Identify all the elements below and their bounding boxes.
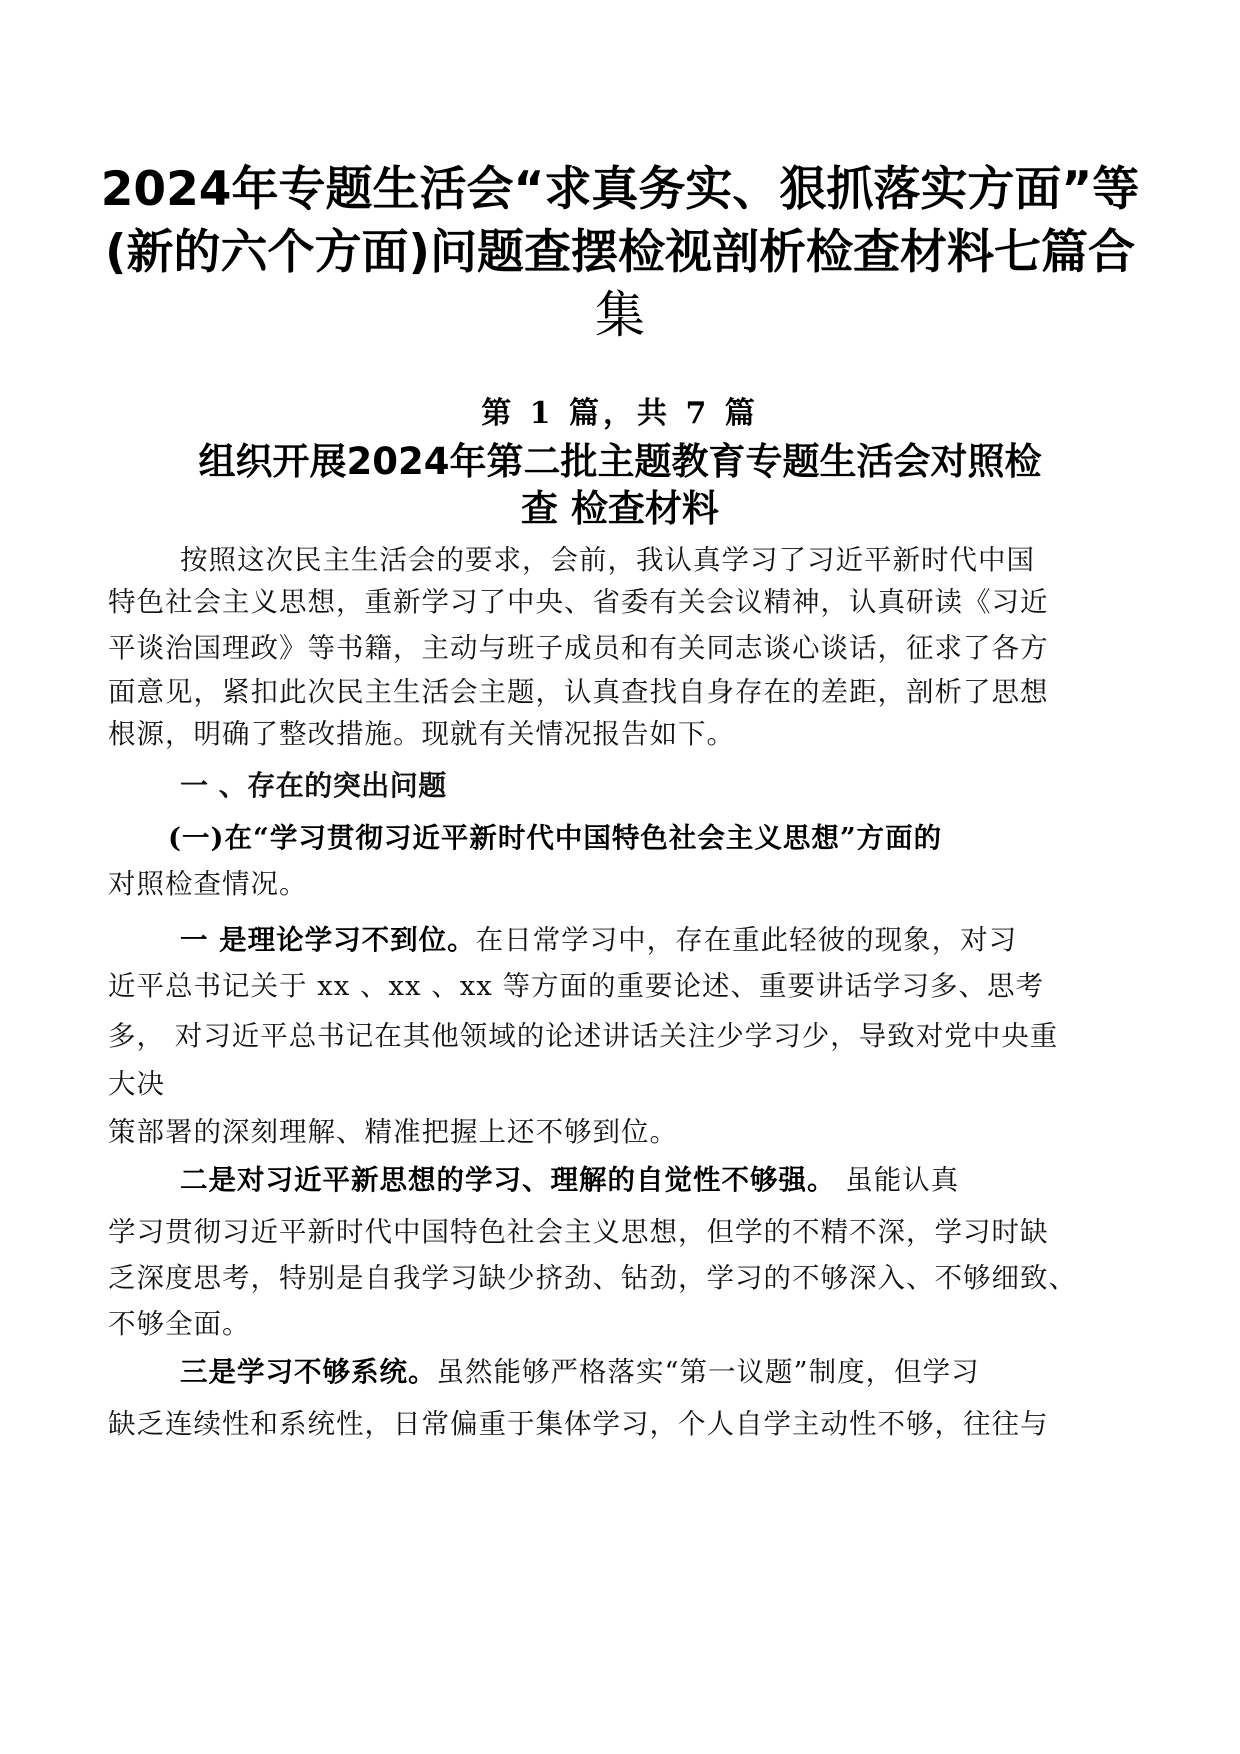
subheading-1-line-1: (一)在“学习贯彻习近平新时代中国特色社会主义思想”方面的 bbox=[168, 822, 943, 854]
point-2-line-1-rest: 虽能认真 bbox=[835, 1164, 960, 1196]
point-3-line-2: 缺乏连续性和系统性，日常偏重于集体学习，个人自学主动性不够，往往与 bbox=[108, 1408, 1049, 1440]
point-2-line-2: 学习贯彻习近平新时代中国特色社会主义思想，但学的不精不深，学习时缺 bbox=[108, 1216, 1049, 1248]
part-label: 第 1 篇，共 7 篇 bbox=[481, 396, 759, 431]
point-2-lead: 二是对习近平新思想的学习、理解的自觉性不够强。 bbox=[180, 1164, 836, 1196]
point-1-line-2: 近平总书记关于 xx 、xx 、xx 等方面的重要论述、重要讲话学习多、思考 bbox=[108, 970, 1045, 1002]
intro-line-2: 特色社会主义思想，重新学习了中央、省委有关会议精神，认真研读《习近 bbox=[108, 586, 1049, 618]
section-title-line-1: 组织开展2024年第二批主题教育专题生活会对照检 bbox=[198, 440, 1042, 483]
intro-line-4: 面意见，紧扣此次民主生活会主题，认真查找自身存在的差距，剖析了思想 bbox=[108, 676, 1049, 708]
point-3-line-1-rest: 虽然能够严格落实“第一议题”制度，但学习 bbox=[436, 1356, 980, 1388]
point-2-line-4: 不够全面。 bbox=[108, 1308, 251, 1340]
point-1-line-1-rest: 在日常学习中，存在重此轻彼的现象，对习 bbox=[475, 924, 1018, 956]
document-title bbox=[95, 158, 1145, 347]
intro-line-3: 平谈治国理政》等书籍，主动与班子成员和有关同志谈心谈话，征求了各方 bbox=[108, 632, 1049, 664]
point-1-line-5: 策部署的深刻理解、精准把握上还不够到位。 bbox=[108, 1116, 678, 1148]
point-1-line-1 bbox=[180, 920, 1017, 960]
point-1-line-4: 大决 bbox=[108, 1068, 165, 1100]
point-3-lead: 三是学习不够系统。 bbox=[180, 1356, 437, 1388]
heading-existing-problems: 一 、存在的突出问题 bbox=[180, 769, 447, 802]
point-3-line-1 bbox=[180, 1352, 980, 1392]
section-title bbox=[150, 438, 1090, 532]
document-title-line-1: 2024年专题生活会“求真务实、狠抓落实方面”等 bbox=[100, 162, 1140, 217]
document-title-line-3: 集 bbox=[595, 286, 645, 344]
point-1-line-3: 多， 对习近平总书记在其他领域的论述讲话关注少学习少，导致对党中央重 bbox=[108, 1020, 1059, 1052]
document-title-line-2: (新的六个方面)问题查摆检视剖析检查材料七篇合 bbox=[105, 225, 1135, 280]
intro-line-1: 按照这次民主生活会的要求，会前，我认真学习了习近平新时代中国 bbox=[180, 544, 1035, 576]
point-1-lead: 一 是理论学习不到位。 bbox=[180, 924, 476, 956]
section-title-line-2: 查 检查材料 bbox=[521, 487, 719, 530]
intro-line-5: 根源，明确了整改措施。现就有关情况报告如下。 bbox=[108, 718, 735, 750]
point-2-line-1 bbox=[180, 1160, 959, 1200]
point-2-line-3: 乏深度思考，特别是自我学习缺少挤劲、钻劲，学习的不够深入、不够细致、 bbox=[108, 1262, 1077, 1294]
subheading-1-line-2: 对照检查情况。 bbox=[108, 868, 308, 900]
